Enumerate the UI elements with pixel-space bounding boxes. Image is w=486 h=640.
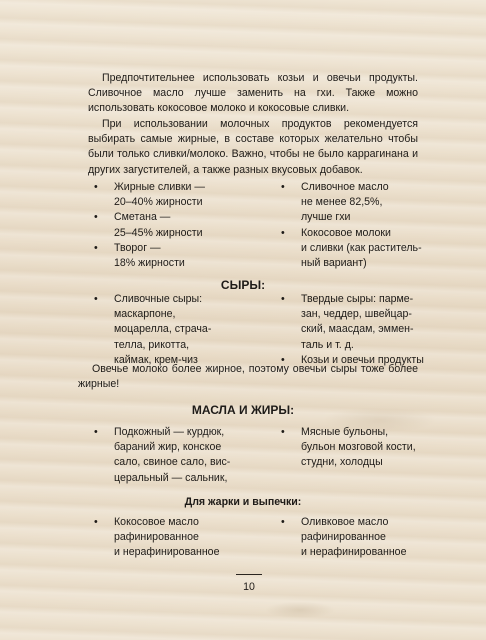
page-number: 10 (243, 581, 255, 593)
bullet-icon: • (281, 181, 285, 193)
list-item: • Кокосовое масло рафинированное и нерафинированное (94, 516, 220, 559)
bullet-icon: • (281, 293, 285, 305)
bullet-icon: • (94, 241, 98, 254)
bullet-icon: • (281, 226, 285, 239)
section-heading-cheese: СЫРЫ: (220, 278, 266, 292)
frying-list-left (92, 515, 262, 561)
intro-paragraph-1: Предпочтительнее использовать козьи и овечьи продукты. Сливочное масло лучше заменить на гхи. Также можно использовать кокосовое молоко и кокосовые сливки. (88, 72, 418, 115)
cheese-list-right (279, 292, 444, 368)
bullet-icon: • (94, 516, 98, 528)
list-item: • Сливочное масло не менее 82,5%, лучше гхи (281, 181, 389, 224)
list-item: • Кокосовое молоки и сливки (как раститель- ный вариант) (281, 226, 422, 270)
cheese-note: Овечье молоко более жирное, поэтому овечьи сыры тоже более жирные! (78, 363, 418, 391)
dairy-list-left (92, 180, 262, 271)
bullet-icon: • (94, 211, 98, 224)
bullet-icon: • (281, 516, 285, 528)
list-item: • Творог — 18% жирности (94, 241, 185, 270)
list-item: • Подкожный — курдюк, бараний жир, конское сало, свиное сало, вис- церальный — сальник, (94, 426, 231, 484)
page-number-divider (236, 574, 262, 575)
cheese-list-left (92, 292, 262, 368)
list-item: • Жирные сливки — 20–40% жирности (94, 181, 206, 209)
list-item: • Сливочные сыры: маскарпоне, моцарелла, страча- телла, рикотта, каймак, крем-чиз (94, 293, 212, 366)
list-item: • Оливковое масло рафинированное и нерафинированное (281, 516, 407, 559)
subheading-frying: Для жарки и выпечки: (184, 496, 302, 508)
fats-list-left (92, 425, 267, 486)
dairy-list-right (279, 180, 439, 271)
bullet-icon: • (94, 426, 98, 438)
frying-list-right (279, 515, 439, 561)
section-heading-fats: МАСЛА И ЖИРЫ: (191, 403, 295, 417)
bullet-icon: • (281, 353, 285, 366)
list-item: • Козьи и овечьи продукты (279, 353, 444, 368)
fats-list-right (279, 425, 439, 471)
bullet-icon: • (94, 293, 98, 305)
list-item: • Мясные бульоны, бульон мозговой кости, студни, холодцы (281, 426, 416, 469)
bullet-icon: • (281, 426, 285, 438)
list-item: • Сметана — 25–45% жирности (94, 211, 203, 239)
list-item: • Твердые сыры: парме- зан, чеддер, швейцар- ский, маасдам, эммен- таль и т. д. (281, 293, 414, 351)
bullet-icon: • (94, 181, 98, 193)
intro-paragraph-2: При использовании молочных продуктов рекомендуется выбирать самые жирные, в составе которых желательно чтобы были только сливки/молоко. Важно, чтобы не было каррагинана и других загустителей, а также разных вкусовых добавок. (88, 118, 418, 176)
